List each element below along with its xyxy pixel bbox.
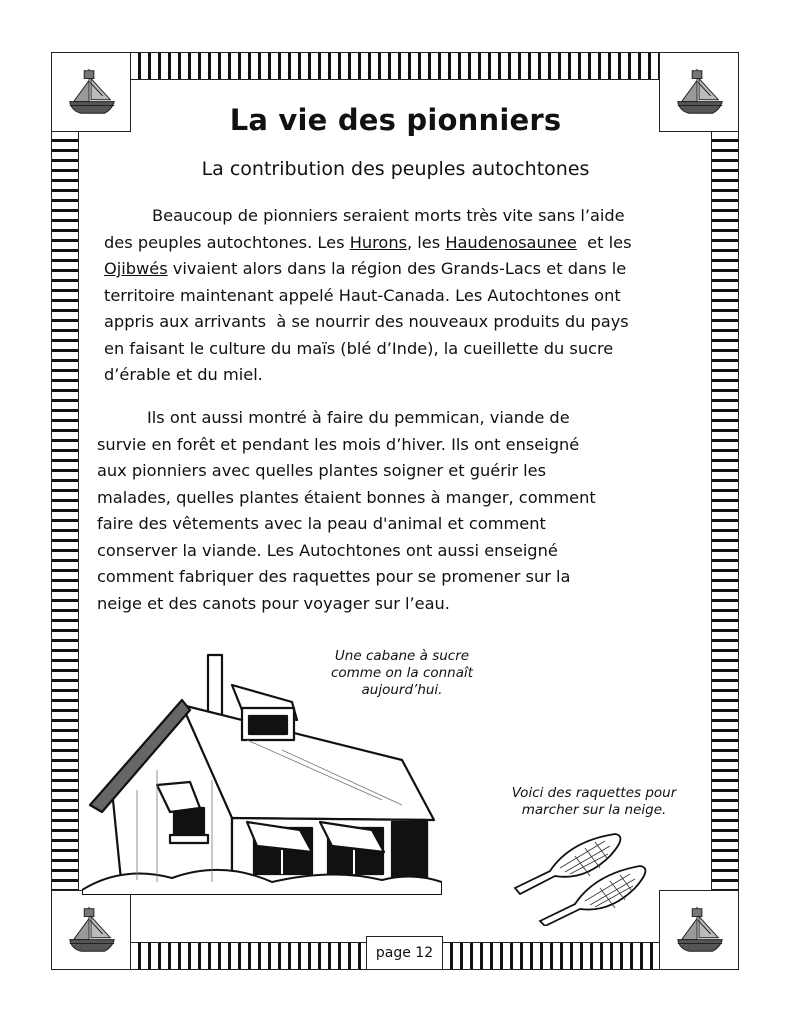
caption-line: Une cabane à sucre	[334, 648, 470, 664]
sailing-ship-icon	[62, 901, 120, 959]
paragraph-line: appris aux arrivants à se nourrir des nouveaux produits du pays	[104, 312, 629, 331]
text-span: , les	[407, 232, 446, 252]
border-left	[51, 131, 79, 943]
paragraph-line: territoire maintenant appelé Haut-Canada. Les Autochtones ont	[104, 285, 621, 305]
paragraph-line: neige et des canots pour voyager sur l’eau.	[97, 593, 450, 613]
text-span: des peuples autochtones. Les	[104, 232, 350, 252]
paragraph-line: survie en forêt et pendant les mois d’hiver. Ils ont enseigné	[97, 434, 580, 454]
page-subtitle: La contribution des peuples autochtones	[201, 158, 590, 180]
paragraph-2	[97, 405, 596, 617]
caption-line: Voici des raquettes pour	[511, 785, 677, 801]
caption-line: marcher sur la neige.	[521, 802, 667, 818]
link-haudenosaunee[interactable]: Haudenosaunee	[445, 232, 577, 252]
border-top	[130, 52, 660, 80]
corner-bottom-left	[51, 890, 131, 970]
text-span: et les	[576, 232, 632, 252]
caption-line: aujourd’hui.	[361, 682, 443, 698]
paragraph-line: Ils ont aussi montré à faire du pemmican, viande de	[147, 408, 570, 427]
paragraph-line: conserver la viande. Les Autochtones ont aussi enseigné	[97, 540, 558, 560]
corner-bottom-right	[659, 890, 739, 970]
paragraph-line: faire des vêtements avec la peau d'animal et comment	[97, 514, 546, 533]
border-bottom-right	[442, 942, 660, 970]
caption-raquettes	[496, 785, 692, 819]
paragraph-1	[104, 203, 632, 389]
sugar-shack-illustration	[82, 650, 442, 895]
paragraph-line	[104, 256, 632, 283]
text-span: vivaient alors dans la région des Grands-Lacs et dans le	[167, 259, 627, 278]
paragraph-line: d’érable et du miel.	[104, 365, 263, 384]
paragraph-line: Beaucoup de pionniers seraient morts très vite sans l’aide	[152, 206, 625, 225]
paragraph-line	[104, 230, 632, 257]
sailing-ship-icon	[670, 901, 728, 959]
border-bottom-left	[130, 942, 367, 970]
paragraph-line: en faisant le culture du maïs (blé d’Inde), la cueillette du sucre	[104, 338, 614, 358]
paragraph-line: malades, quelles plantes étaient bonnes à manger, comment	[97, 487, 596, 507]
link-hurons[interactable]: Hurons	[349, 232, 408, 252]
caption-line: comme on la connaît	[330, 665, 474, 681]
paragraph-line: comment fabriquer des raquettes pour se promener sur la	[97, 567, 571, 586]
snowshoes-illustration	[510, 826, 650, 926]
page-number	[366, 936, 443, 970]
link-ojibwes[interactable]: Ojibwés	[104, 259, 168, 278]
paragraph-line: aux pionniers avec quelles plantes soigner et guérir les	[97, 461, 547, 480]
page-number-label: page 12	[375, 945, 434, 961]
page-title: La vie des pionniers	[229, 103, 562, 137]
border-right	[711, 131, 739, 943]
